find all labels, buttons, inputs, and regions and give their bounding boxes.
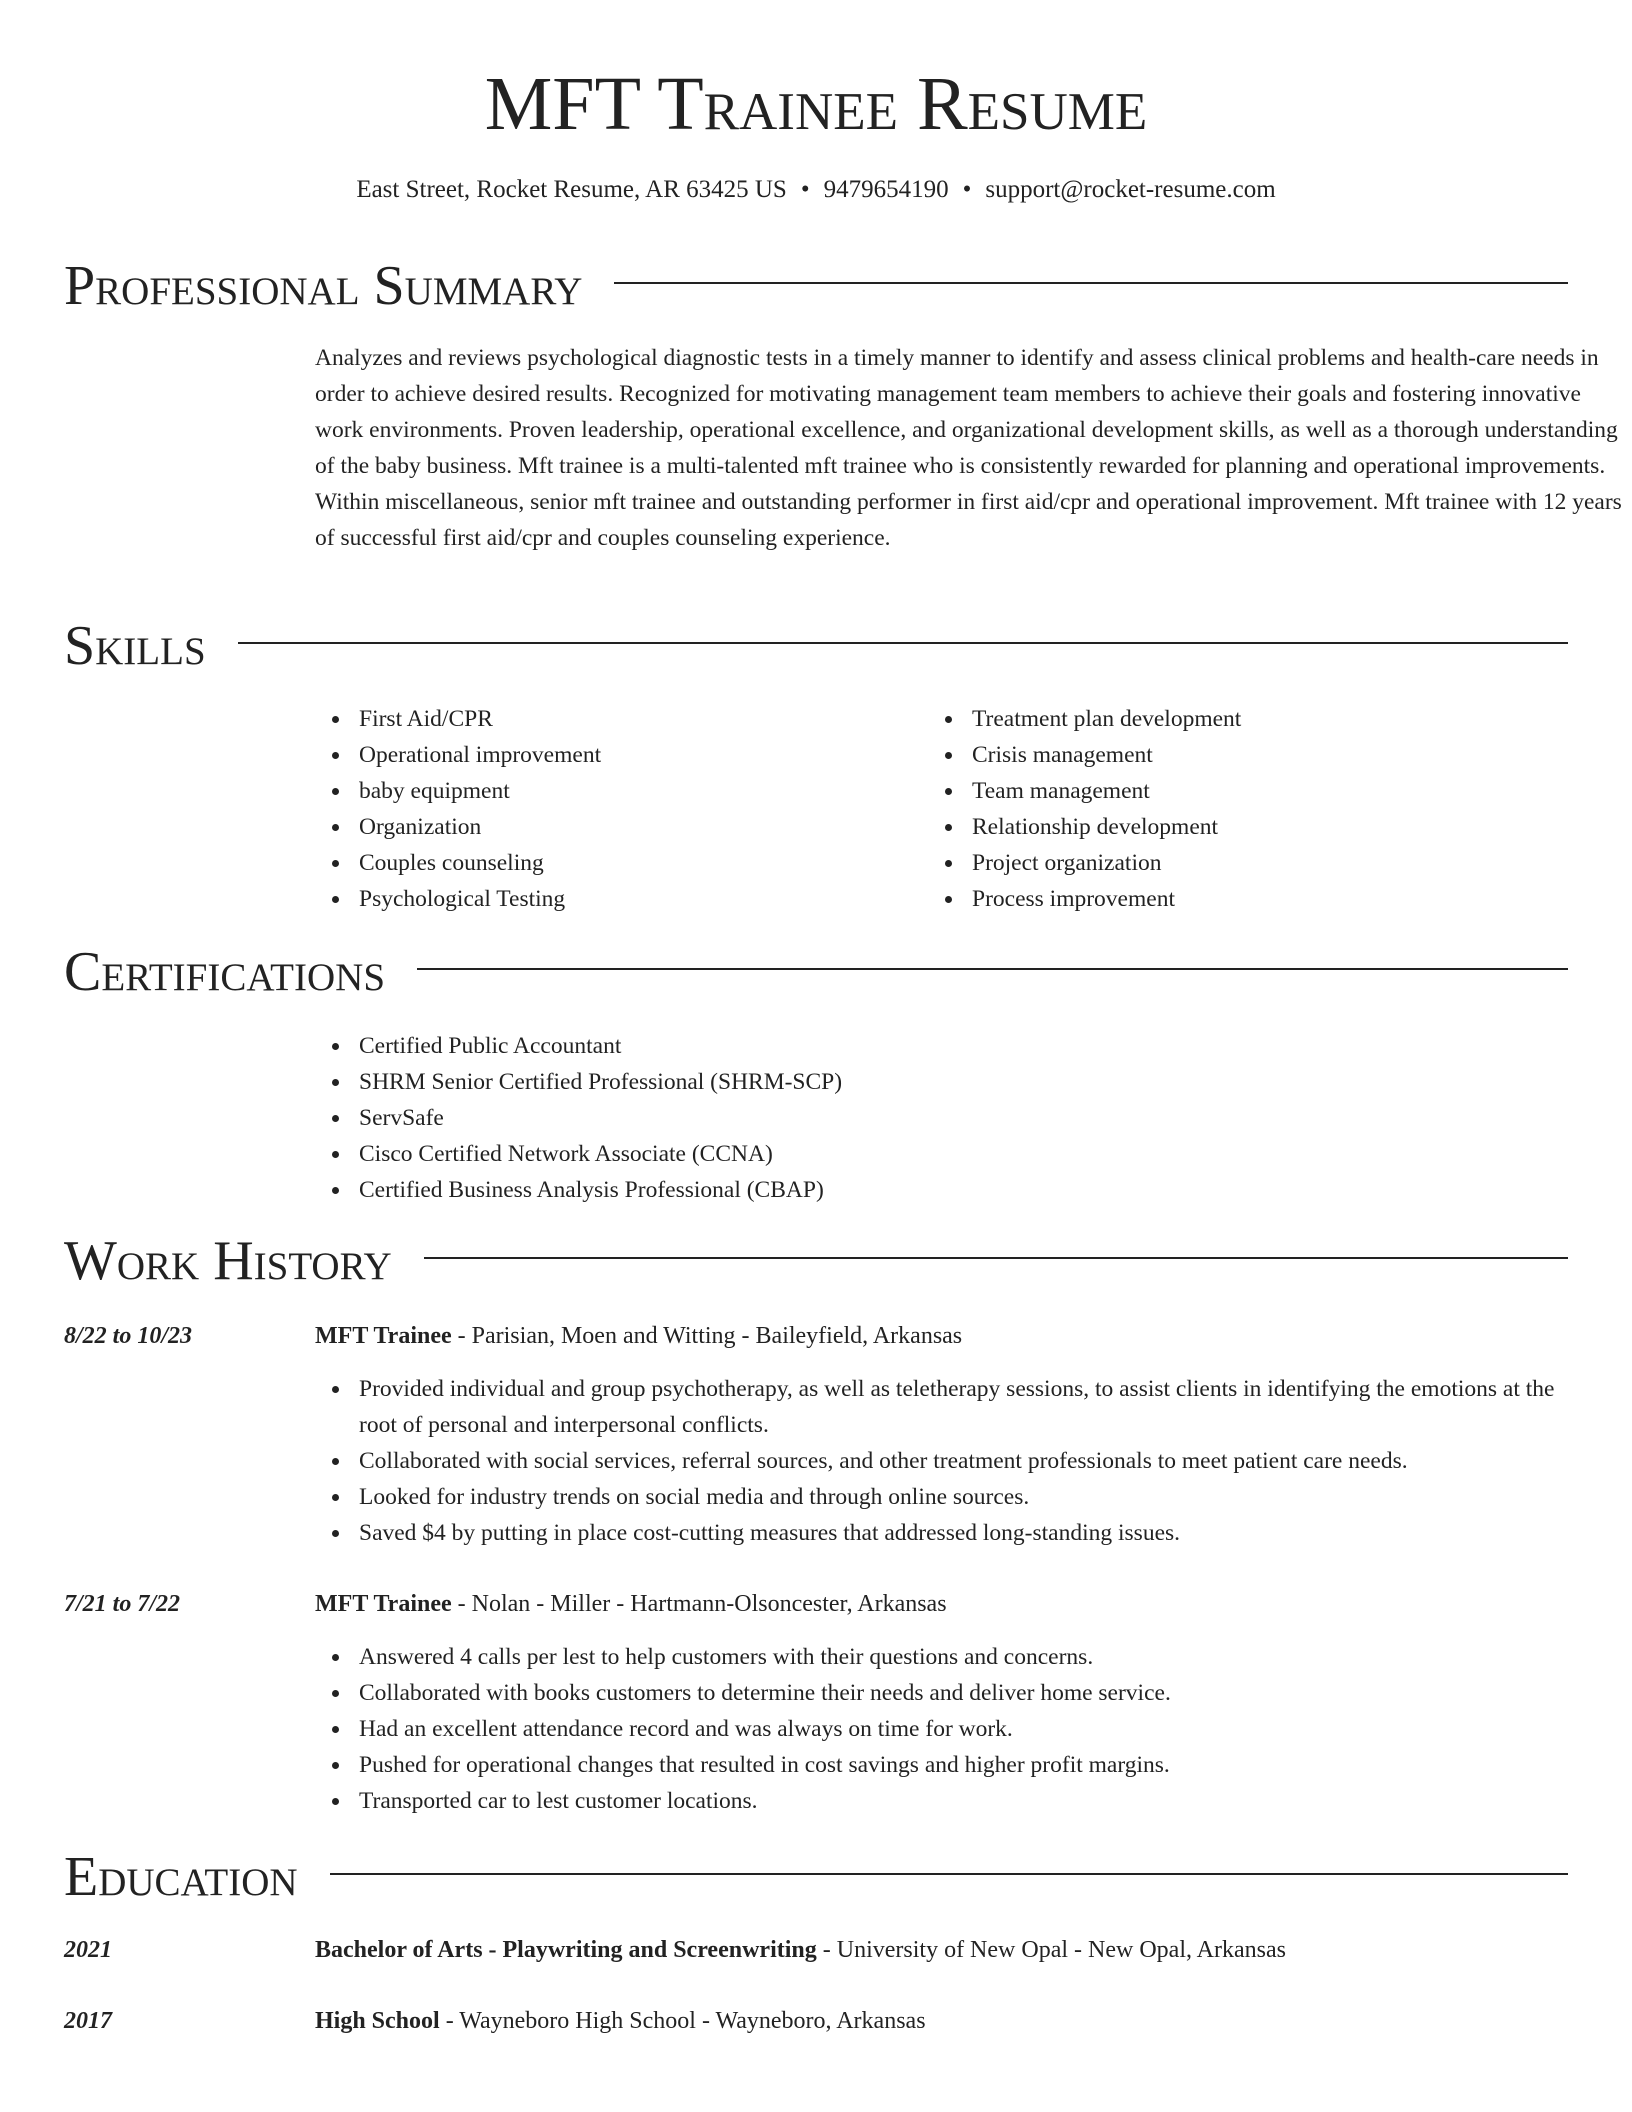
skills-section-header <box>64 614 1568 678</box>
education-entry <box>315 1932 1568 1968</box>
skill-item: Project organization <box>928 845 1528 881</box>
section-divider <box>238 642 1568 644</box>
job-employer: - Nolan - Miller - Hartmann-Olsoncester, Arkansas <box>451 1591 947 1617</box>
contact-phone: 9479654190 <box>823 176 949 203</box>
education-degree: Bachelor of Arts - Playwriting and Screenwriting <box>315 1937 817 1963</box>
skill-item: First Aid/CPR <box>315 701 915 737</box>
job-bullet: Had an excellent attendance record and was always on time for work. <box>315 1711 1568 1747</box>
skill-item: Crisis management <box>928 737 1528 773</box>
education-degree: High School <box>315 2008 440 2034</box>
job-bullet: Collaborated with books customers to determine their needs and deliver home service. <box>315 1675 1568 1711</box>
section-divider <box>417 968 1568 970</box>
job-bullet: Provided individual and group psychotherapy, as well as teletherapy sessions, to assist clients in identifying the emotions at the root of personal and interpersonal conflicts. <box>315 1371 1568 1443</box>
job-employer: - Parisian, Moen and Witting - Baileyfield, Arkansas <box>451 1323 963 1349</box>
section-title-summary: Professional Summary <box>64 255 583 317</box>
certification-item: Certified Public Accountant <box>315 1028 1515 1064</box>
skill-item: Team management <box>928 773 1528 809</box>
certifications-list <box>315 1028 1515 1208</box>
certification-item: SHRM Senior Certified Professional (SHRM-SCP) <box>315 1064 1515 1100</box>
contact-separator: • <box>962 176 972 203</box>
certification-item: Certified Business Analysis Professional (CBAP) <box>315 1172 1515 1208</box>
job-bullets <box>315 1371 1568 1551</box>
job-bullet: Collaborated with social services, referral sources, and other treatment professionals to meet patient care needs. <box>315 1443 1568 1479</box>
education-entry <box>315 2003 1568 2039</box>
certification-item: ServSafe <box>315 1100 1515 1136</box>
section-title-work: Work History <box>64 1230 392 1292</box>
job-heading <box>315 1318 1568 1354</box>
job-bullet: Looked for industry trends on social media and through online sources. <box>315 1479 1568 1515</box>
skills-column-right <box>928 701 1528 917</box>
skill-item: Relationship development <box>928 809 1528 845</box>
section-title-education: Education <box>64 1846 298 1908</box>
job-heading <box>315 1586 1568 1622</box>
skills-column-left <box>315 701 915 917</box>
section-divider <box>424 1257 1568 1259</box>
work-section-header <box>64 1229 1568 1293</box>
job-dates: 8/22 to 10/23 <box>64 1323 193 1349</box>
summary-section-header <box>64 254 1568 318</box>
contact-separator: • <box>800 176 810 203</box>
skill-item: Operational improvement <box>315 737 915 773</box>
skill-item: Process improvement <box>928 881 1528 917</box>
skill-item: Couples counseling <box>315 845 915 881</box>
job-bullets <box>315 1639 1568 1819</box>
section-divider <box>614 282 1568 284</box>
job-bullet: Answered 4 calls per lest to help customers with their questions and concerns. <box>315 1639 1568 1675</box>
skill-item: baby equipment <box>315 773 915 809</box>
job-bullet: Saved $4 by putting in place cost-cutting measures that addressed long-standing issues. <box>315 1515 1568 1551</box>
education-year: 2017 <box>64 2008 112 2034</box>
section-title-skills: Skills <box>64 615 206 677</box>
skill-item: Psychological Testing <box>315 881 915 917</box>
contact-address: East Street, Rocket Resume, AR 63425 US <box>356 176 787 203</box>
certifications-section-header <box>64 940 1568 1004</box>
summary-text: Analyzes and reviews psychological diagnostic tests in a timely manner to identify and assess clinical problems and health-care needs in order to achieve desired results. Recognized for motivating management team members to achieve their goals and fostering innovative work environments. Proven leadership, operational excellence, and organizational development skills, as well as a thorough understanding of the baby business. Mft trainee is a multi-talented mft trainee who is consistently rewarded for planning and operational improvements. Within miscellaneous, senior mft trainee and outstanding performer in first aid/cpr and operational improvement. Mft trainee with 12 years of successful first aid/cpr and couples counseling experience. <box>315 345 1622 551</box>
resume-title: MFT Trainee Resume <box>484 62 1148 146</box>
certification-item: Cisco Certified Network Associate (CCNA) <box>315 1136 1515 1172</box>
education-school: - University of New Opal - New Opal, Arkansas <box>816 1937 1286 1963</box>
section-title-certifications: Certifications <box>64 941 386 1003</box>
contact-email: support@rocket-resume.com <box>985 176 1276 203</box>
job-dates: 7/21 to 7/22 <box>64 1591 181 1617</box>
education-school: - Wayneboro High School - Wayneboro, Arkansas <box>439 2008 926 2034</box>
skill-item: Organization <box>315 809 915 845</box>
job-title: MFT Trainee <box>315 1323 452 1349</box>
job-bullet: Transported car to lest customer locations. <box>315 1783 1568 1819</box>
job-title: MFT Trainee <box>315 1591 452 1617</box>
education-section-header <box>64 1845 1568 1909</box>
section-divider <box>330 1873 1568 1875</box>
education-year: 2021 <box>64 1937 112 1963</box>
contact-line <box>64 172 1568 208</box>
skill-item: Treatment plan development <box>928 701 1528 737</box>
job-bullet: Pushed for operational changes that resulted in cost savings and higher profit margins. <box>315 1747 1568 1783</box>
